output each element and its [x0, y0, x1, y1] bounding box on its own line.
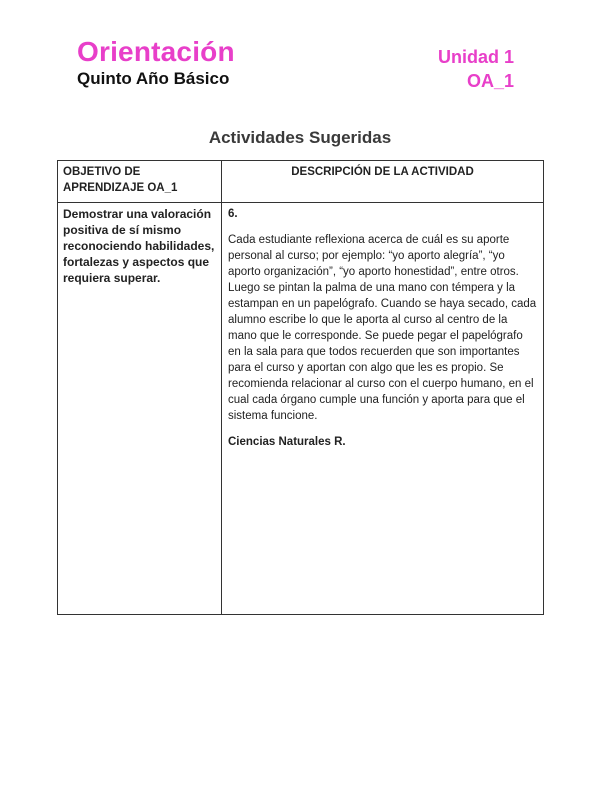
- objective-header: OBJETIVO DE APRENDIZAJE OA_1: [58, 161, 222, 203]
- activity-number: 6.: [228, 208, 238, 220]
- description-cell: [222, 203, 544, 615]
- activity-description: Cada estudiante reflexiona acerca de cuál es su aporte personal al curso; por ejemplo: “yo aporto alegría”, “yo aporto organización”, “yo aporto honestidad”, entre otros. Luego se pintan la palma de una mano con témpera y la estampan en un papelógrafo. Cuando se haya secado, cada alumno escribe lo que le aporta al curso al centro de la mano que le corresponde. Se puede pegar el papelógrafo en la sala para que todos recuerden que son importantes para el curso y aportan con algo que les es propio. Se recomienda relacionar al curso con el cuerpo humano, en el cual cada órgano cumple una función y aporta para que el sistema funcione.: [228, 234, 537, 422]
- unit-label: Unidad 1: [437, 47, 514, 67]
- document-header-left: [77, 37, 235, 89]
- table-row: [58, 203, 544, 615]
- activity-table: [57, 160, 544, 615]
- oa-label: OA_1: [466, 71, 514, 91]
- grade-title: Quinto Año Básico: [77, 69, 230, 88]
- subject-title: Orientación: [77, 36, 235, 67]
- related-subject: Ciencias Naturales R.: [228, 436, 346, 448]
- document-header-right: [438, 46, 514, 92]
- description-header: DESCRIPCIÓN DE LA ACTIVIDAD: [222, 161, 544, 203]
- section-title: Actividades Sugeridas: [208, 128, 392, 147]
- objective-text: Demostrar una valoración positiva de sí mismo reconociendo habilidades, fortalezas y aspectos que requiera superar.: [58, 203, 222, 615]
- table-header-row: [58, 161, 544, 203]
